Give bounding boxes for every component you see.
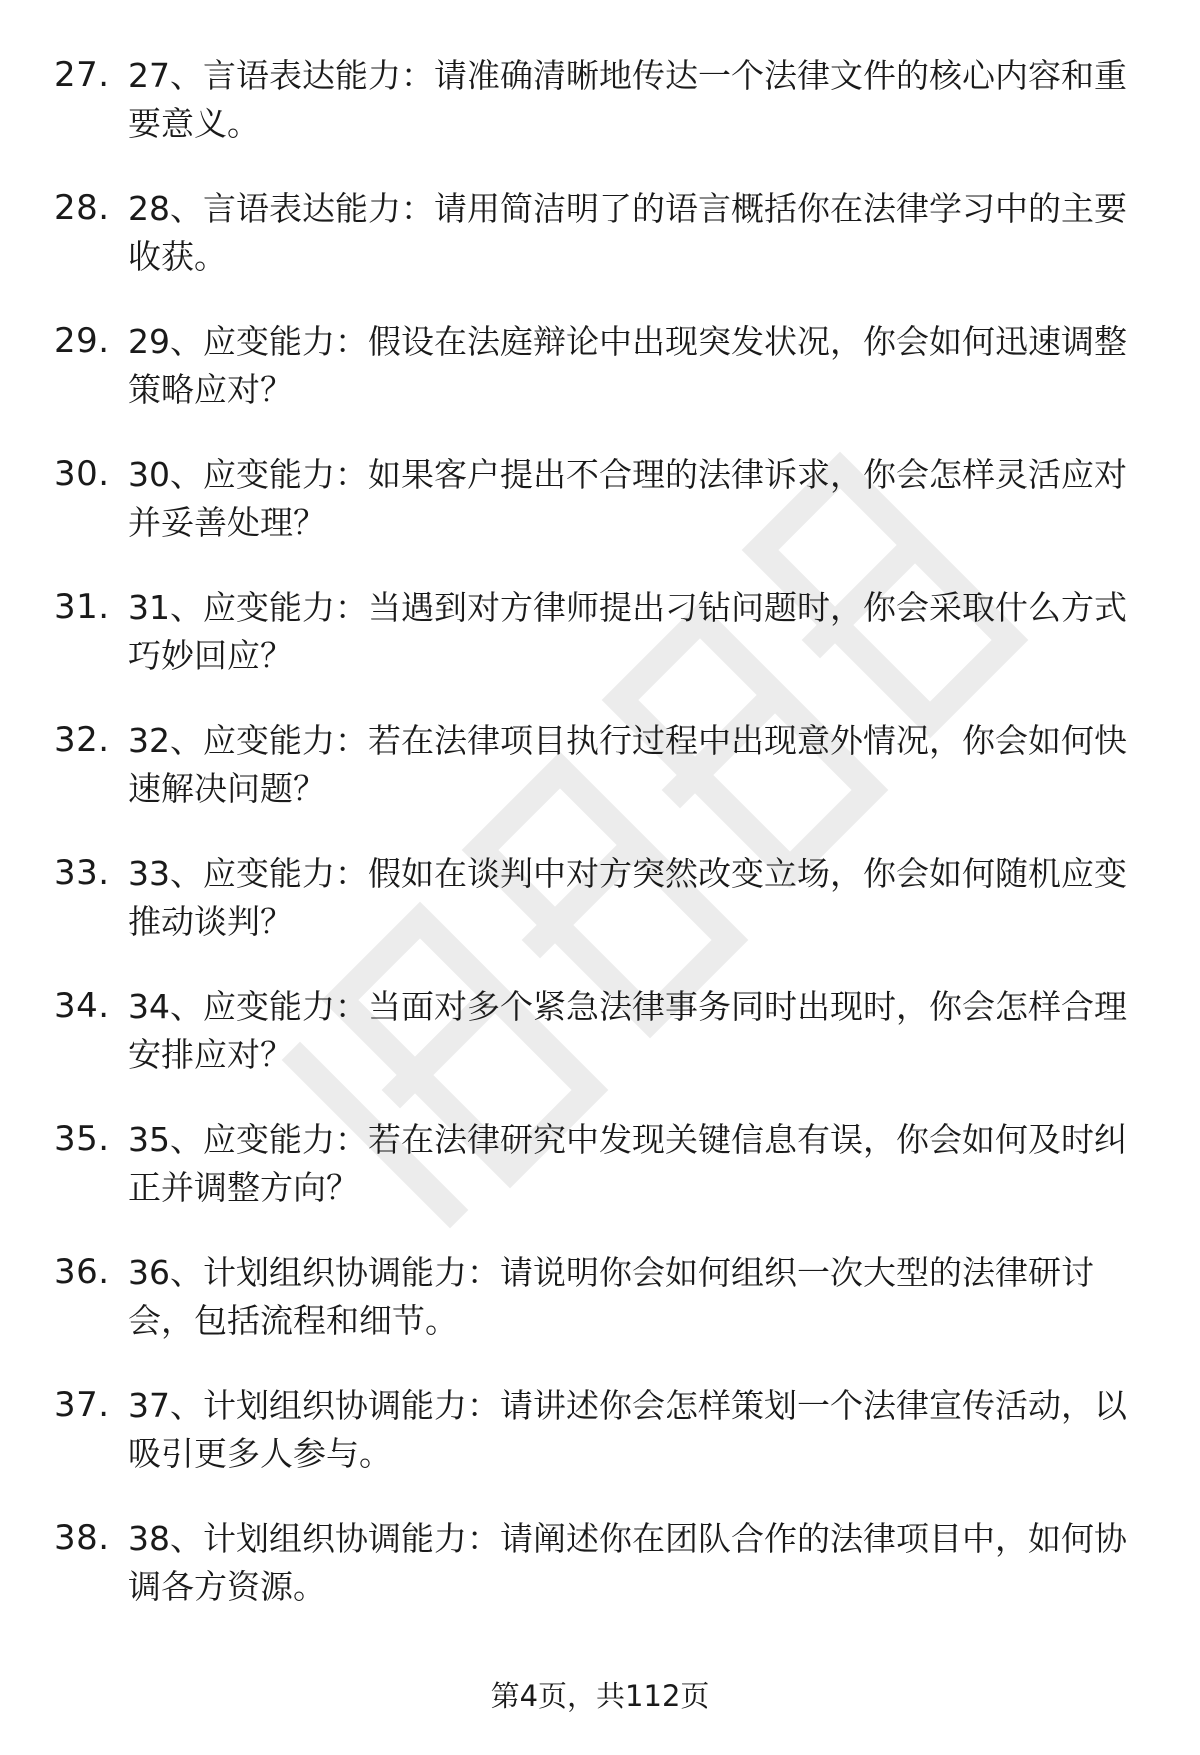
item-number: 28. bbox=[54, 188, 110, 228]
list-item bbox=[0, 1249, 1200, 1382]
list-item bbox=[0, 717, 1200, 850]
item-text: 32、应变能力：若在法律项目执行过程中出现意外情况，你会如何快速解决问题？ bbox=[128, 721, 1127, 808]
item-number: 31. bbox=[54, 587, 110, 627]
item-text: 34、应变能力：当面对多个紧急法律事务同时出现时，你会怎样合理安排应对？ bbox=[128, 987, 1127, 1074]
list-item bbox=[0, 185, 1200, 318]
item-number: 34. bbox=[54, 986, 110, 1026]
list-item bbox=[0, 584, 1200, 717]
item-number: 27. bbox=[54, 55, 110, 95]
question-list bbox=[0, 52, 1200, 1648]
item-text: 35、应变能力：若在法律研究中发现关键信息有误，你会如何及时纠正并调整方向？ bbox=[128, 1120, 1127, 1207]
item-number: 37. bbox=[54, 1385, 110, 1425]
item-text: 36、计划组织协调能力：请说明你会如何组织一次大型的法律研讨会，包括流程和细节。 bbox=[128, 1253, 1094, 1340]
item-number: 30. bbox=[54, 454, 110, 494]
list-item bbox=[0, 1515, 1200, 1648]
list-item bbox=[0, 1116, 1200, 1249]
item-number: 29. bbox=[54, 321, 110, 361]
item-text: 29、应变能力：假设在法庭辩论中出现突发状况，你会如何迅速调整策略应对？ bbox=[128, 322, 1127, 409]
list-item bbox=[0, 451, 1200, 584]
item-number: 33. bbox=[54, 853, 110, 893]
item-text: 38、计划组织协调能力：请阐述你在团队合作的法律项目中，如何协调各方资源。 bbox=[128, 1519, 1127, 1606]
item-text: 30、应变能力：如果客户提出不合理的法律诉求，你会怎样灵活应对并妥善处理？ bbox=[128, 455, 1127, 542]
list-item bbox=[0, 1382, 1200, 1515]
item-text: 27、言语表达能力：请准确清晰地传达一个法律文件的核心内容和重要意义。 bbox=[128, 56, 1127, 143]
list-item bbox=[0, 318, 1200, 451]
item-text: 37、计划组织协调能力：请讲述你会怎样策划一个法律宣传活动，以吸引更多人参与。 bbox=[128, 1386, 1127, 1473]
item-number: 38. bbox=[54, 1518, 110, 1558]
list-item bbox=[0, 983, 1200, 1116]
page-number: 第4页，共112页 bbox=[490, 1679, 710, 1713]
item-text: 28、言语表达能力：请用简洁明了的语言概括你在法律学习中的主要收获。 bbox=[128, 189, 1127, 276]
list-item bbox=[0, 52, 1200, 185]
item-text: 33、应变能力：假如在谈判中对方突然改变立场，你会如何随机应变推动谈判？ bbox=[128, 854, 1127, 941]
item-number: 35. bbox=[54, 1119, 110, 1159]
list-item bbox=[0, 850, 1200, 983]
item-number: 36. bbox=[54, 1252, 110, 1292]
item-text: 31、应变能力：当遇到对方律师提出刁钻问题时，你会采取什么方式巧妙回应？ bbox=[128, 588, 1127, 675]
item-number: 32. bbox=[54, 720, 110, 760]
